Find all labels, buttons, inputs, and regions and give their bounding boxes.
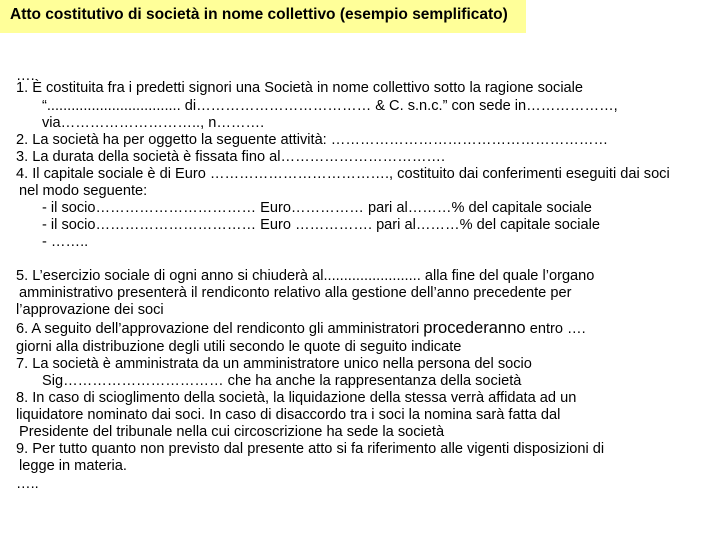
clause-6-line-1 xyxy=(16,319,586,338)
clause-1-line-1: 1. È costituita fra i predetti signori una Società in nome collettivo sotto la ragione sociale xyxy=(16,80,584,96)
clause-7-line-2: Sig…………………………… che ha anche la rappresentanza della società xyxy=(42,373,522,389)
clause-8-line-1: 8. In caso di scioglimento della società, la liquidazione della stessa verrà affidata ad un xyxy=(16,390,577,406)
ellipsis-end: ….. xyxy=(16,476,39,492)
clause-4-line-1: 4. Il capitale sociale è di Euro ………………………………., costituito dai conferimenti eseguiti dai soci xyxy=(16,166,670,182)
clause-4-partner-3: - …….. xyxy=(42,234,89,250)
clause-6-text-b: entro …. xyxy=(525,321,586,337)
title-banner xyxy=(0,0,526,33)
clause-4-partner-1: - il socio…………………………… Euro…………… pari al………% del capitale sociale xyxy=(42,200,592,216)
ellipsis-start: …. xyxy=(16,68,35,84)
clause-6-text-emphasis: procederanno xyxy=(423,318,526,337)
clause-9-line-2: legge in materia. xyxy=(19,458,127,474)
clause-4-line-2: nel modo seguente: xyxy=(19,183,148,199)
clause-6-text-a: 6. A seguito dell’approvazione del rendiconto gli amministratori xyxy=(16,321,424,337)
clause-6-line-2: giorni alla distribuzione degli utili secondo le quote di seguito indicate xyxy=(16,339,462,355)
clause-7-line-1: 7. La società è amministrata da un amministratore unico nella persona del socio xyxy=(16,356,532,372)
clause-1-line-2: “................................. di……………………………… & C. s.n.c.” con sede in………………, xyxy=(42,98,618,114)
clause-8-line-2: liquidatore nominato dai soci. In caso di disaccordo tra i soci la nomina sarà fatta dal xyxy=(16,407,561,423)
clause-9-line-1: 9. Per tutto quanto non previsto dal presente atto si fa riferimento alle vigenti disposizioni di xyxy=(16,441,605,457)
clause-5-line-3: l’approvazione dei soci xyxy=(16,302,164,318)
document-title: Atto costitutivo di società in nome collettivo (esempio semplificato) xyxy=(10,6,508,23)
clause-1-line-3: via……………………….., n………. xyxy=(42,115,265,131)
clause-4-partner-2: - il socio…………………………… Euro ……………. pari al………% del capitale sociale xyxy=(42,217,600,233)
clause-5-line-2: amministrativo presenterà il rendiconto relativo alla gestione dell’anno precedente per xyxy=(19,285,572,301)
clause-3: 3. La durata della società è fissata fino al……………………………. xyxy=(16,149,446,165)
clause-2: 2. La società ha per oggetto la seguente attività: ………………………………………………… xyxy=(16,132,609,148)
clause-8-line-3: Presidente del tribunale nella cui circoscrizione ha sede la società xyxy=(19,424,445,440)
clause-5-line-1: 5. L’esercizio sociale di ogni anno si chiuderà al........................ alla fine del quale l’organo xyxy=(16,268,595,284)
